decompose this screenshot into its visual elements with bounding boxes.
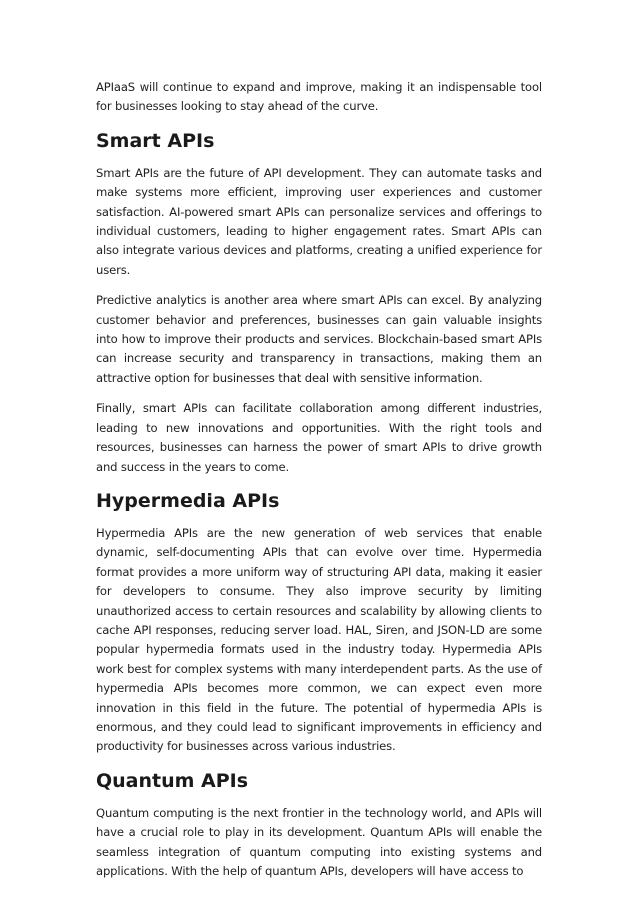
document-page [96,78,542,892]
section-quantum-apis [96,769,542,882]
section-heading: Smart APIs [96,129,215,152]
paragraph: Quantum computing is the next frontier in the technology world, and APIs will have a crucial role to play in its development. Quantum APIs will enable the seamless integration of quantum computing into existing systems and applications. With the help of quantum APIs, developers will have access to [96,805,542,878]
intro-paragraph: APIaaS will continue to expand and improve, making it an indispensable tool for businesses looking to stay ahead of the curve. [96,80,542,114]
paragraph: Smart APIs are the future of API development. They can automate tasks and make systems more efficient, improving user experiences and customer satisfaction. AI-powered smart APIs can personalize services and offerings to individual customers, leading to higher engagement rates. Smart APIs can also integrate various devices and platforms, creating a unified experience for users. [96,165,542,277]
section-heading: Hypermedia APIs [96,489,280,512]
section-smart-apis [96,129,542,477]
section-heading: Quantum APIs [96,769,249,792]
paragraph: Finally, smart APIs can facilitate collaboration among different industries, leading to new innovations and opportunities. With the right tools and resources, businesses can harness the power of smart APIs to drive growth and success in the years to come. [96,401,542,474]
paragraph: Hypermedia APIs are the new generation of web services that enable dynamic, self-documenting APIs that can evolve over time. Hypermedia format provides a more uniform way of structuring API data, making it easier for developers to consume. They also improve security by limiting unauthorized access to certain resources and scalability by allowing clients to cache API responses, reducing server load. HAL, Siren, and JSON-LD are some popular hypermedia formats used in the industry today. Hypermedia APIs work best for complex systems with many interdependent parts. As the use of hypermedia APIs becomes more common, we can expect even more innovation in this field in the future. The potential of hypermedia APIs is enormous, and they could lead to significant improvements in efficiency and productivity for businesses across various industries. [96,525,542,754]
paragraph: Predictive analytics is another area where smart APIs can excel. By analyzing customer behavior and preferences, businesses can gain valuable insights into how to improve their products and services. Blockchain-based smart APIs can increase security and transparency in transactions, making them an attractive option for businesses that deal with sensitive information. [96,293,542,385]
section-hypermedia-apis [96,489,542,757]
